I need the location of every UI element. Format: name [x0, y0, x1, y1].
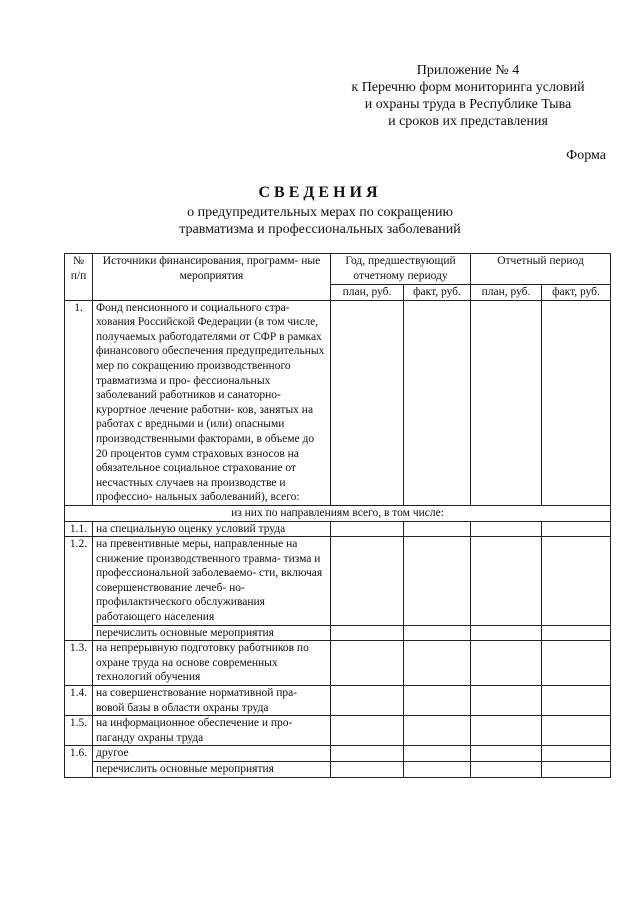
- value-cell: [331, 686, 404, 716]
- row-source: на информационное обеспечение и про- паганду охраны труда: [93, 716, 331, 746]
- value-cell: [404, 625, 471, 641]
- value-cell: [471, 641, 542, 686]
- value-cell: [471, 521, 542, 537]
- row-source: на непрерывную подготовку работников по охране труда на основе современных технологий обучения: [93, 641, 331, 686]
- value-cell: [542, 641, 611, 686]
- table-row: [65, 625, 611, 641]
- value-cell: [331, 641, 404, 686]
- table-row: [65, 300, 611, 505]
- value-cell: [404, 716, 471, 746]
- header-plan: план, руб.: [471, 285, 542, 301]
- appendix-line: и сроков их представления: [388, 114, 548, 129]
- row-source: на совершенствование нормативной пра- вовой базы в области охраны труда: [93, 686, 331, 716]
- row-source: Фонд пенсионного и социального стра- хования Российской Федерации (в том числе, получаемых работодателями от СФР в рамках финансового обеспечения предупредительных мер по сокращению производственного травматизма и про- фессиональных заболеваний работников и санаторно-курортное лечение работни- ков, занятых на работах с вредными и (или) опасными производственными факторами, в объеме до 20 процентов сумм страховых взносов на обязательное социальное страхование от несчастных случаев на производстве и профессио- нальных заболеваний), всего:: [93, 300, 331, 505]
- row-number: 1.3.: [65, 641, 93, 686]
- header-prev-year: Год, предшествующий отчетному периоду: [331, 254, 471, 285]
- row-source: на превентивные меры, направленные на снижение производственного травма- тизма и профессиональной заболеваемо- сти, включая совершенствование лечеб- но-профилактического обслуживания работающего населения: [93, 537, 331, 626]
- document-title: СВЕДЕНИЯ: [258, 184, 382, 201]
- value-cell: [471, 537, 542, 626]
- value-cell: [331, 746, 404, 762]
- value-cell: [331, 762, 404, 778]
- value-cell: [331, 716, 404, 746]
- value-cell: [542, 746, 611, 762]
- row-number: 1.1.: [65, 521, 93, 537]
- header-fact: факт, руб.: [404, 285, 471, 301]
- value-cell: [331, 537, 404, 626]
- value-cell: [404, 762, 471, 778]
- appendix-line: и охраны труда в Республике Тыва: [364, 97, 572, 112]
- value-cell: [471, 625, 542, 641]
- table-row: [65, 746, 611, 762]
- header-report-period: Отчетный период: [471, 254, 611, 285]
- subtitle-line: травматизма и профессиональных заболеваний: [179, 222, 461, 237]
- appendix-block: [330, 62, 606, 130]
- row-number: 1.: [65, 300, 93, 505]
- table-row: [65, 716, 611, 746]
- row-source: другое: [93, 746, 331, 762]
- value-cell: [404, 537, 471, 626]
- value-cell: [331, 300, 404, 505]
- value-cell: [404, 641, 471, 686]
- table-row: [65, 537, 611, 626]
- row-list-prompt: перечислить основные мероприятия: [93, 762, 331, 778]
- form-label: Форма: [566, 148, 606, 163]
- table-row: [65, 641, 611, 686]
- value-cell: [542, 300, 611, 505]
- subtitle-line: о предупредительных мерах по сокращению: [187, 205, 453, 220]
- value-cell: [471, 716, 542, 746]
- table-row: [65, 762, 611, 778]
- header-source: Источники финансирования, программ- ные мероприятия: [93, 254, 331, 301]
- row-number: 1.2.: [65, 537, 93, 641]
- document-subtitle: [0, 204, 640, 238]
- header-plan: план, руб.: [331, 285, 404, 301]
- appendix-line: к Перечню форм мониторинга условий: [351, 80, 585, 95]
- value-cell: [471, 300, 542, 505]
- table-row: [65, 686, 611, 716]
- header-num: № п/п: [65, 254, 93, 301]
- value-cell: [404, 686, 471, 716]
- table-subheader-row: [65, 505, 611, 521]
- value-cell: [471, 686, 542, 716]
- value-cell: [471, 762, 542, 778]
- row-number: 1.4.: [65, 686, 93, 716]
- report-table: [64, 253, 611, 778]
- value-cell: [331, 521, 404, 537]
- row-number: 1.6.: [65, 746, 93, 777]
- value-cell: [404, 300, 471, 505]
- table-row: [65, 521, 611, 537]
- value-cell: [404, 521, 471, 537]
- row-number: 1.5.: [65, 716, 93, 746]
- value-cell: [542, 521, 611, 537]
- value-cell: [542, 762, 611, 778]
- table-subheader: из них по направлениям всего, в том числе:: [65, 505, 611, 521]
- row-list-prompt: перечислить основные мероприятия: [93, 625, 331, 641]
- value-cell: [542, 537, 611, 626]
- value-cell: [542, 716, 611, 746]
- header-fact: факт, руб.: [542, 285, 611, 301]
- value-cell: [542, 686, 611, 716]
- value-cell: [331, 625, 404, 641]
- row-source: на специальную оценку условий труда: [93, 521, 331, 537]
- appendix-number: Приложение № 4: [416, 63, 520, 78]
- value-cell: [404, 746, 471, 762]
- value-cell: [542, 625, 611, 641]
- value-cell: [471, 746, 542, 762]
